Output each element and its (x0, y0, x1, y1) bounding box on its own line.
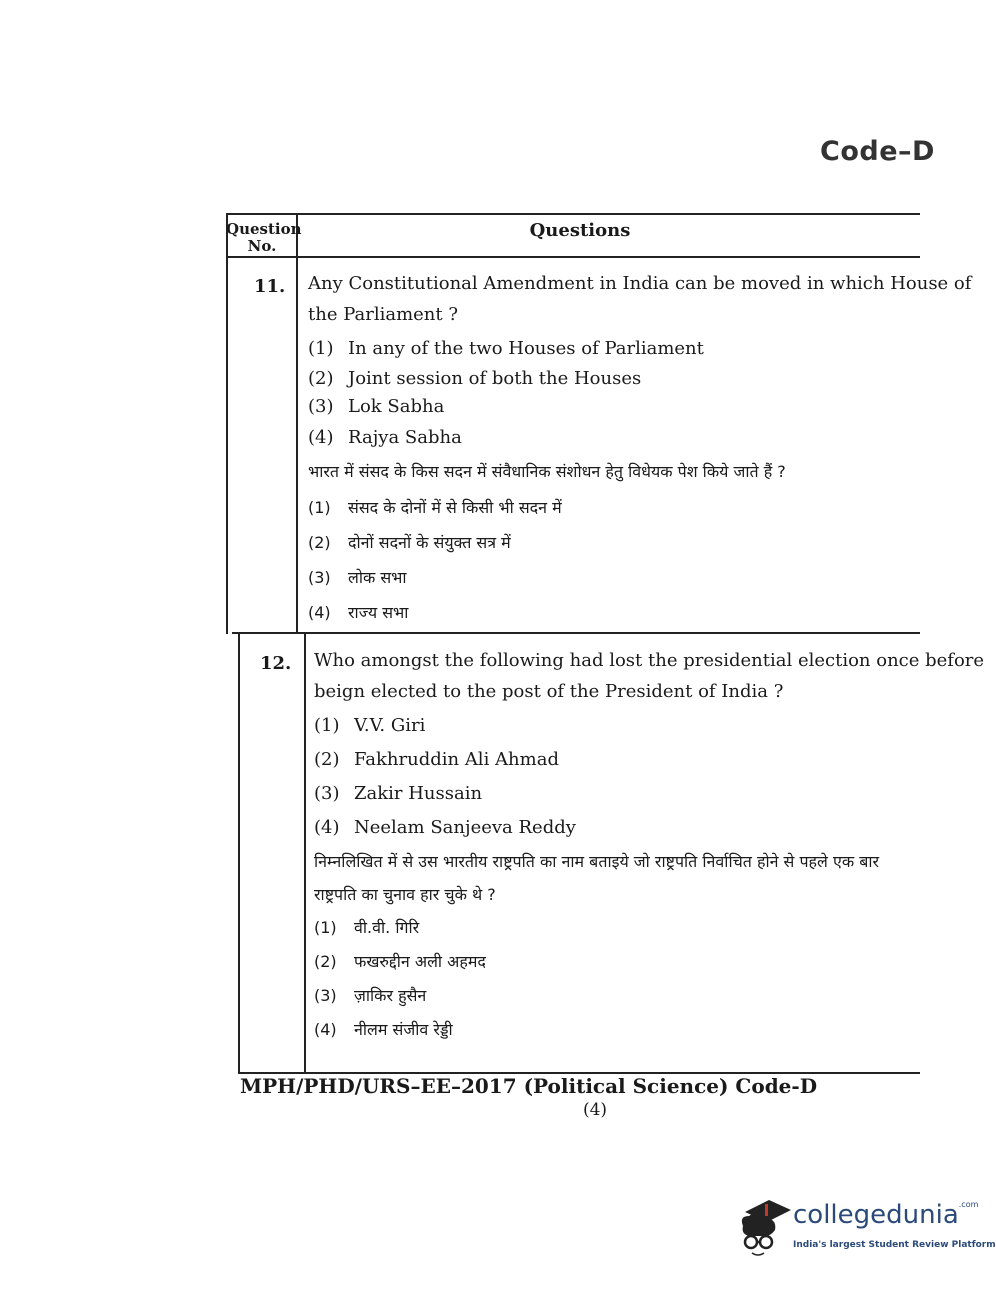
option-hi (308, 595, 920, 630)
option-hi (308, 560, 920, 595)
page-number: (4) (582, 1100, 608, 1120)
option-number: (4) (314, 817, 340, 838)
option-text: ज़ाकिर हुसैन (354, 986, 427, 1005)
option-text: Rajya Sabha (348, 427, 462, 448)
option-en (308, 393, 920, 421)
option-hi (314, 979, 920, 1013)
option-number: (2) (314, 952, 337, 971)
option-text: Neelam Sanjeeva Reddy (354, 817, 576, 838)
option-number: (3) (308, 568, 331, 587)
question-12 (314, 645, 985, 1047)
table-left-border (226, 214, 228, 634)
option-text: Zakir Hussain (354, 783, 483, 804)
header-questions: Questions (529, 220, 631, 241)
option-hi (314, 945, 920, 979)
question-text-hi: भारत में संसद के किस सदन में संवैधानिक संशोधन हेतु विधेयक पेश किये जाते हैं ? (308, 462, 786, 481)
option-text: राज्य सभा (348, 603, 409, 622)
option-en (308, 365, 920, 393)
logo-tagline: India's largest Student Review Platform (793, 1240, 996, 1250)
option-hi (308, 525, 920, 560)
option-number: (3) (308, 396, 334, 417)
table-left-border-lower (238, 634, 240, 1074)
table-column-divider-lower (304, 634, 306, 1074)
question-text-en: Who amongst the following had lost the presidential election once before (314, 650, 985, 671)
option-number: (3) (314, 783, 340, 804)
option-text: संसद के दोनों में से किसी भी सदन में (348, 498, 562, 517)
row-divider (232, 632, 920, 634)
option-text: Joint session of both the Houses (348, 368, 642, 389)
logo-name: collegedunia (793, 1200, 959, 1230)
table-top-border (226, 213, 920, 215)
option-number: (1) (314, 715, 340, 736)
option-number: (1) (308, 498, 331, 517)
question-text-hi: निम्नलिखित में से उस भारतीय राष्ट्रपति का नाम बताइये जो राष्ट्रपति निर्वाचित होने से पहले एक बार (314, 852, 880, 871)
option-number: (4) (308, 603, 331, 622)
paper-code: Code–D (820, 136, 935, 167)
option-text: लोक सभा (348, 568, 407, 587)
question-number: 12. (260, 653, 292, 674)
exam-code-footer: MPH/PHD/URS–EE–2017 (Political Science) Code-D (240, 1074, 818, 1098)
option-number: (2) (314, 749, 340, 770)
option-text: V.V. Giri (354, 715, 426, 736)
option-hi (314, 911, 920, 945)
question-text-en: the Parliament ? (308, 304, 459, 325)
mascot-icon (735, 1196, 793, 1262)
header-question-no (226, 220, 302, 255)
option-number: (2) (308, 368, 334, 389)
option-text: Lok Sabha (348, 396, 445, 417)
option-number: (1) (308, 338, 334, 359)
logo-suffix: .com (958, 1200, 979, 1209)
option-en (314, 743, 920, 777)
option-hi (308, 490, 920, 525)
question-number: 11. (254, 276, 286, 297)
header-question-label: Question (226, 220, 302, 238)
option-number: (3) (314, 986, 337, 1005)
collegedunia-logo (735, 1196, 996, 1266)
option-text: नीलम संजीव रेड्डी (354, 1020, 453, 1039)
option-text: फखरुद्दीन अली अहमद (354, 952, 486, 971)
question-text-en: beign elected to the post of the President of India ? (314, 681, 784, 702)
question-text-en: Any Constitutional Amendment in India can be moved in which House of (308, 273, 972, 294)
option-number: (1) (314, 918, 337, 937)
question-11 (308, 268, 972, 630)
option-number: (2) (308, 533, 331, 552)
logo-wordmark (793, 1200, 978, 1230)
option-en (314, 709, 920, 743)
option-en (314, 777, 920, 811)
option-text: In any of the two Houses of Parliament (348, 338, 704, 359)
option-number: (4) (314, 1020, 337, 1039)
table-header-bottom-border (226, 256, 920, 258)
option-text: वी.वी. गिरि (354, 918, 420, 937)
option-en (314, 811, 920, 845)
option-text: Fakhruddin Ali Ahmad (354, 749, 559, 770)
option-en (308, 421, 920, 454)
option-number: (4) (308, 427, 334, 448)
option-en (308, 332, 920, 365)
table-column-divider (296, 214, 298, 634)
option-text: दोनों सदनों के संयुक्त सत्र में (348, 533, 511, 552)
header-no-label: No. (247, 237, 277, 255)
question-text-hi: राष्ट्रपति का चुनाव हार चुके थे ? (314, 885, 496, 904)
option-hi (314, 1013, 920, 1047)
